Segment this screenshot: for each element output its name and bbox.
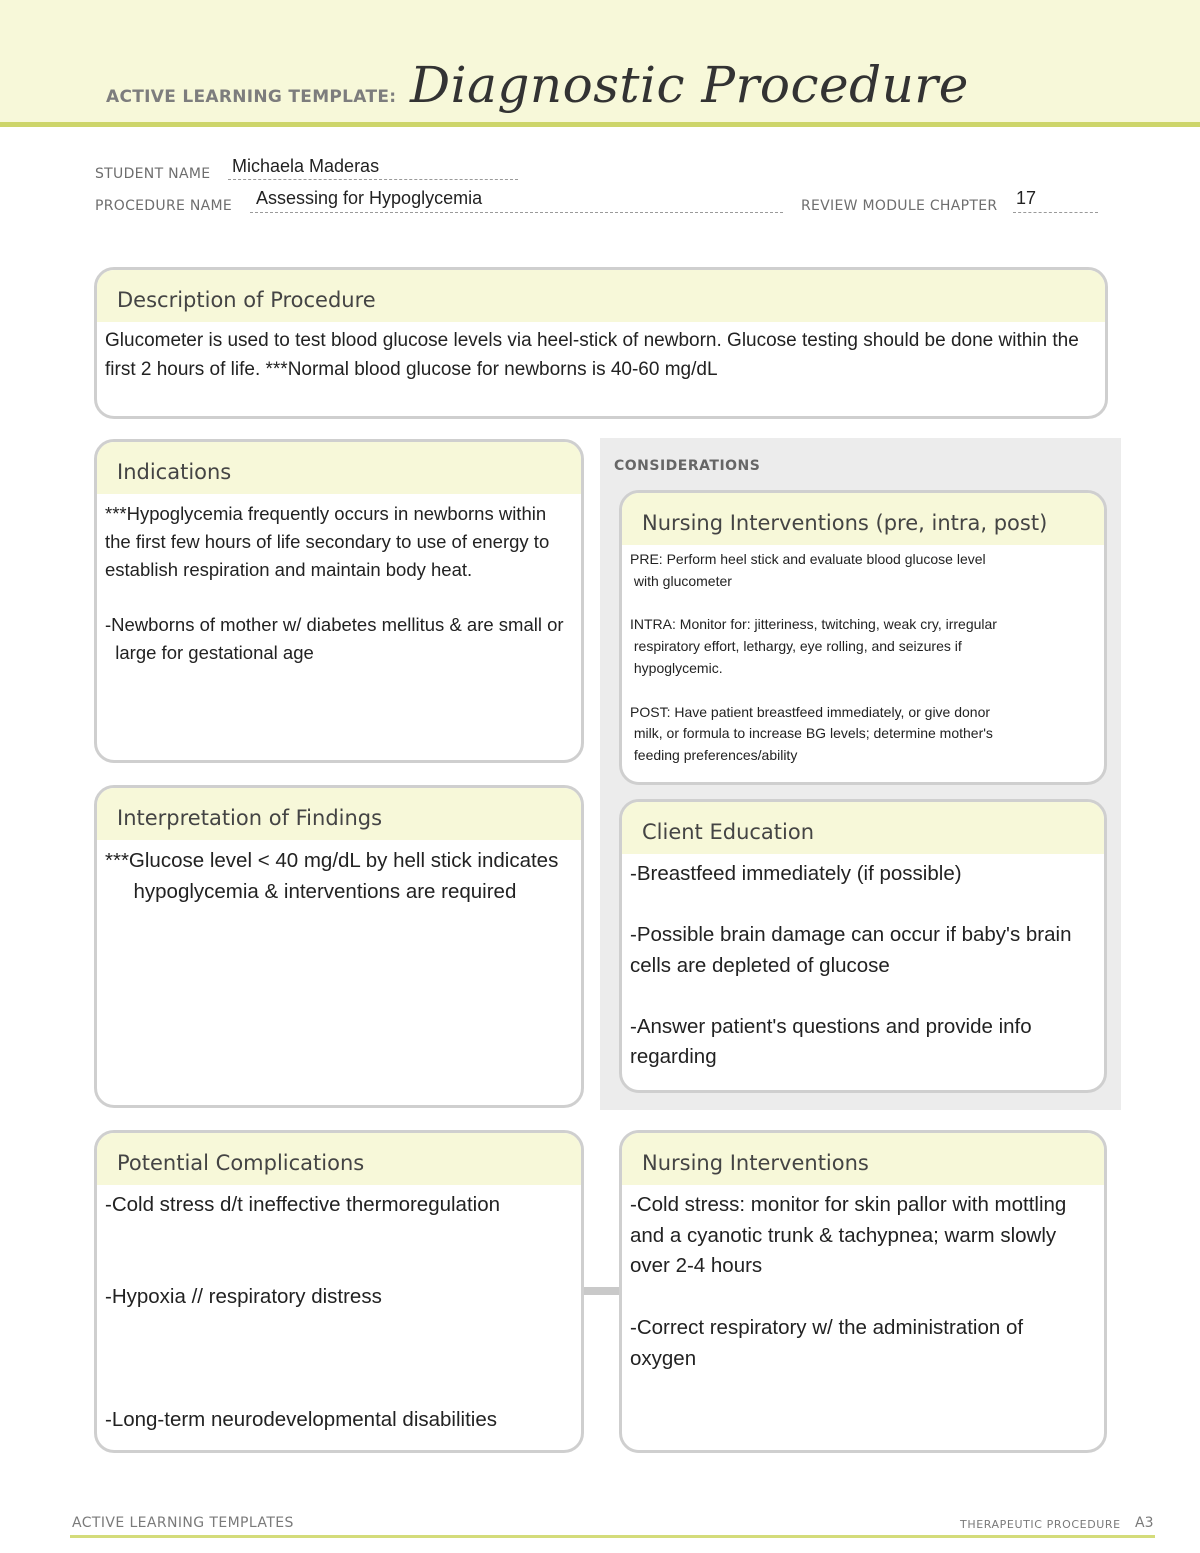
potential-complications-heading: Potential Complications [97, 1133, 581, 1185]
procedure-name-line [250, 212, 783, 213]
footer-left-label: ACTIVE LEARNING TEMPLATES [72, 1515, 294, 1531]
student-name-field[interactable]: Michaela Maderas [232, 156, 380, 176]
nursing-interventions-pip-text[interactable]: PRE: Perform heel stick and evaluate blood glucose level with glucometer INTRA: Monitor for: jitteriness, twitching, weak cry, irregular respiratory effort, lethargy, eye rolling, and seizures if hypoglycemic. POST: Have patient breastfeed immediately, or give donor milk, or formula to increase BG levels; determine mother's feeding preferences/ability [630, 551, 997, 764]
review-module-chapter-line [1013, 212, 1098, 213]
description-heading: Description of Procedure [97, 270, 1105, 322]
nursing-interventions-text[interactable]: -Cold stress: monitor for skin pallor with mottling and a cyanotic trunk & tachypnea; warm slowly over 2-4 hours -Correct respiratory w/ the administration of oxygen [630, 1193, 1067, 1370]
interpretation-box [94, 785, 584, 1108]
indications-heading: Indications [97, 442, 581, 494]
interpretation-text[interactable]: ***Glucose level < 40 mg/dL by hell stick indicates hypoglycemia & interventions are required [105, 849, 559, 903]
client-education-text[interactable]: -Breastfeed immediately (if possible) -Possible brain damage can occur if baby's brain cells are depleted of glucose -Answer patient's questions and provide info regarding [630, 862, 1072, 1068]
footer-page-number: A3 [1135, 1515, 1154, 1531]
review-module-chapter-label: REVIEW MODULE CHAPTER [801, 198, 998, 214]
nursing-interventions-pip-heading: Nursing Interventions (pre, intra, post) [622, 493, 1104, 545]
potential-complications-text[interactable]: -Cold stress d/t ineffective thermoregulation -Hypoxia // respiratory distress -Long-term neurodevelopmental disabilities [105, 1193, 501, 1431]
interpretation-heading: Interpretation of Findings [97, 788, 581, 840]
considerations-label: CONSIDERATIONS [614, 458, 761, 474]
footer-right-label: THERAPEUTIC PROCEDURE [960, 1518, 1121, 1531]
student-name-line [228, 179, 518, 180]
page-title: Diagnostic Procedure [410, 56, 969, 114]
potential-complications-box [94, 1130, 584, 1453]
description-text[interactable]: Glucometer is used to test blood glucose levels via heel-stick of newborn. Glucose testing should be done within the first 2 hours of life. ***Normal blood glucose for newborns is 40-60 mg/dL [105, 330, 1085, 380]
client-education-heading: Client Education [622, 802, 1104, 854]
nursing-interventions-heading: Nursing Interventions [622, 1133, 1104, 1185]
header-rule [0, 122, 1200, 127]
nursing-interventions-box [619, 1130, 1107, 1453]
procedure-name-field[interactable]: Assessing for Hypoglycemia [256, 188, 483, 208]
review-module-chapter-field[interactable]: 17 [1016, 188, 1037, 208]
indications-text[interactable]: ***Hypoglycemia frequently occurs in newborns within the first few hours of life secondary to use of energy to establish respiration and maintain body heat. -Newborns of mother w/ diabetes mellitus & are small or large for gestational age [105, 503, 564, 663]
footer-rule [70, 1535, 1155, 1538]
procedure-name-label: PROCEDURE NAME [95, 198, 233, 214]
student-name-label: STUDENT NAME [95, 166, 211, 182]
client-education-box [619, 799, 1107, 1093]
template-label: ACTIVE LEARNING TEMPLATE: [106, 87, 397, 107]
nursing-interventions-pip-box [619, 490, 1107, 785]
description-box [94, 267, 1108, 419]
indications-box [94, 439, 584, 763]
box-connector [584, 1287, 620, 1295]
